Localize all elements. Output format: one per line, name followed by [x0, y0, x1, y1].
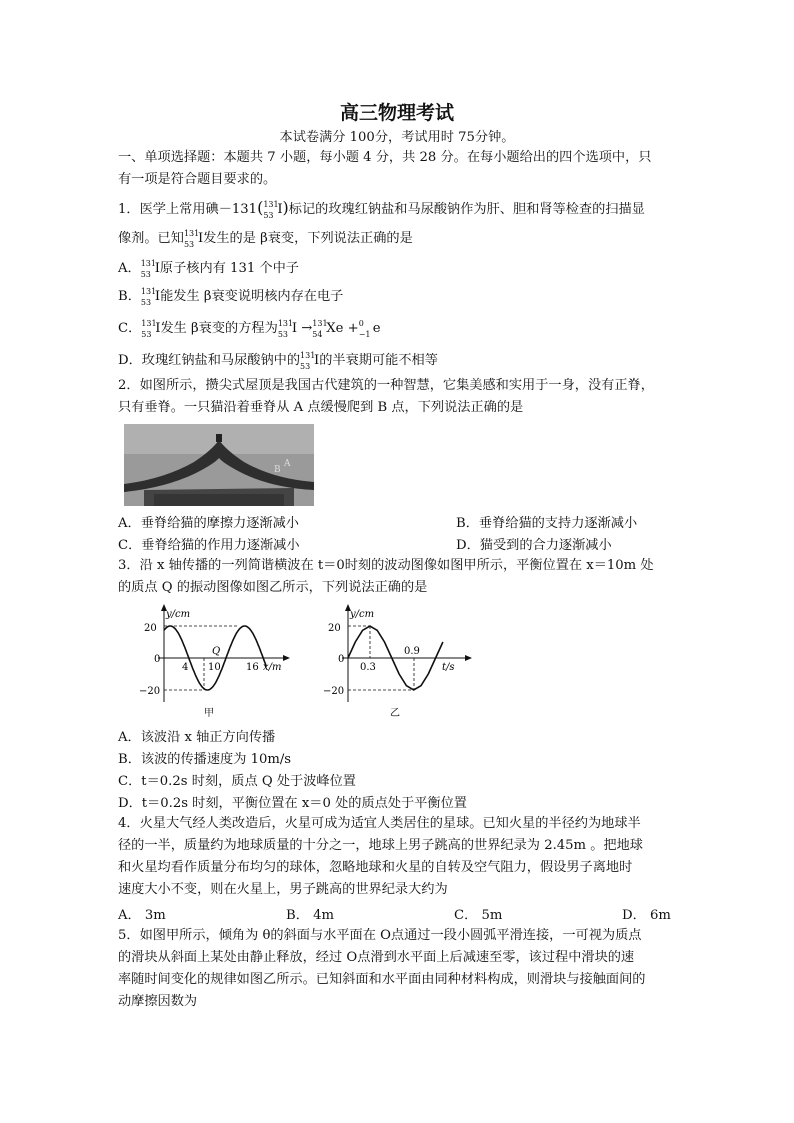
q3-line2: 的质点 Q 的振动图像如图乙所示，下列说法正确的是	[118, 580, 428, 595]
q4-line2: 径的一半，质量约为地球质量的十分之一，地球上男子跳高的世界纪录为 2.45m 。把地球	[118, 838, 643, 853]
equation-xe: Xe +	[326, 321, 359, 336]
photo-label-b: B	[274, 465, 281, 475]
q5-line3: 率随时间变化的规律如图乙所示。已知斜面和水平面由同种材料构成，则滑块与接触面间的	[118, 972, 646, 987]
q4-option-a[interactable]: A． 3m	[118, 908, 166, 923]
vibration-graph-yi	[320, 600, 480, 720]
q1-option-b[interactable]	[118, 286, 678, 307]
q2-option-d[interactable]: D．猫受到的合力逐渐减小	[456, 538, 612, 553]
jia-xlabel: x/m	[263, 662, 282, 673]
yi-xlabel: t/s	[442, 662, 455, 673]
q1-line2-pre: 像剂。已知	[118, 231, 184, 246]
q1-option-c[interactable]	[118, 318, 678, 339]
iodine-isotope: 131 53	[140, 287, 157, 307]
roof-photo	[124, 424, 314, 506]
iodine-isotope: 131 53	[183, 229, 200, 249]
q4-option-b[interactable]: B． 4m	[286, 908, 334, 923]
iodine-isotope: 131 53	[140, 259, 156, 279]
q4-option-c[interactable]: C． 5m	[454, 908, 503, 923]
iodine-isotope: 131 53	[141, 319, 157, 339]
yi-tick-0-9: 0.9	[404, 646, 420, 657]
q4-line4: 速度大小不变，则在火星上，男子跳高的世界纪录大约为	[118, 882, 448, 897]
iodine-isotope: 131 53	[263, 200, 279, 220]
iodine-isotope: 131 53	[277, 319, 294, 339]
electron-symbol: 0 −1	[358, 319, 371, 339]
q3-option-d[interactable]: D．t＝0.2s 时刻，平衡位置在 x＝0 处的质点处于平衡位置	[118, 796, 467, 811]
q5-line1: 5．如图甲所示，倾角为 θ的斜面与水平面在 O点通过一段小圆弧平滑连接，一可视为质点	[118, 928, 642, 943]
jia-point-q: Q	[212, 646, 221, 657]
wave-graph-jia	[136, 600, 296, 720]
iodine-isotope: 131 53	[300, 351, 316, 371]
jia-tick-10: 10	[208, 662, 221, 673]
q5-line4: 动摩擦因数为	[118, 994, 198, 1009]
jia-y-bottom: −20	[139, 686, 161, 697]
q3-line1: 3．沿 x 轴传播的一列简谐横波在 t＝0时刻的波动图像如图甲所示，平衡位置在 x＝10m 处	[118, 558, 654, 573]
q1-line1-post: 标记的玫瑰红钠盐和马尿酸钠作为肝、胆和肾等检查的扫描显	[288, 202, 645, 217]
q4-line3: 和火星均看作质量分布均匀的球体，忽略地球和火星的自转及空气阻力，假设男子离地时	[118, 860, 633, 875]
q4-line1: 4．火星大气经人类改造后，火星可成为适宜人类居住的星球。已知火星的半径约为地球半	[118, 816, 641, 831]
q2-option-c[interactable]: C．垂脊给猫的作用力逐渐减小	[118, 538, 300, 553]
option-text: I原子核内有 131 个中子	[154, 261, 299, 276]
paren-close: )	[282, 198, 289, 217]
q5-line2: 的滑块从斜面上某处由静止释放，经过 O点滑到水平面上后减速至零，该过程中滑块的速	[118, 950, 635, 965]
option-label: A．	[118, 261, 141, 276]
q2-line1: 2．如图所示，攒尖式屋顶是我国古代建筑的一种智慧，它集美感和实用于一身，没有正脊，	[118, 378, 654, 393]
photo-label-a: A	[284, 459, 291, 469]
option-label: C．	[118, 321, 142, 336]
page-title: 高三物理考试	[339, 102, 454, 124]
q1-line1: 1．医学上常用碘－131( 131 53 I)标记的玫瑰红钠盐和马尿酸钠作为肝、胆和肾等检查的扫描显	[118, 198, 645, 220]
yi-y-bottom: −20	[323, 686, 345, 697]
option-text: I发生 β衰变的方程为	[155, 321, 278, 336]
jia-y-zero: 0	[154, 654, 161, 665]
option-label: B．	[118, 289, 141, 304]
equation-arrow: I →	[291, 321, 313, 336]
q2-option-a[interactable]: A．垂脊给猫的摩擦力逐渐减小	[118, 516, 299, 531]
q1-line2-post: I发生的是 β衰变，下列说法正确的是	[197, 231, 413, 246]
option-text: I能发生 β衰变说明核内存在电子	[154, 289, 344, 304]
yi-y-top: 20	[328, 623, 341, 634]
jia-caption: 甲	[204, 708, 214, 719]
q1-option-a[interactable]	[118, 258, 678, 279]
yi-caption: 乙	[390, 708, 400, 719]
yi-ylabel: y/cm	[350, 609, 375, 620]
equation-e: e	[372, 321, 381, 336]
jia-tick-4: 4	[182, 662, 189, 673]
option-text: D．玫瑰红钠盐和马尿酸钠中的	[118, 353, 301, 368]
q3-option-a[interactable]: A．该波沿 x 轴正方向传播	[118, 730, 276, 745]
jia-ylabel: y/cm	[166, 609, 191, 620]
jia-y-top: 20	[144, 623, 157, 634]
section-heading-line1: 一、单项选择题：本题共 7 小题，每小题 4 分，共 28 分。在每小题给出的四个选项中，只	[118, 150, 652, 165]
yi-tick-0-3: 0.3	[360, 662, 376, 673]
yi-y-zero: 0	[338, 654, 345, 665]
paren-open: (	[257, 198, 264, 217]
q4-option-d[interactable]: D． 6m	[622, 908, 671, 923]
page-subtitle: 本试卷满分 100分，考试用时 75分钟。	[279, 130, 515, 145]
q3-option-b[interactable]: B．该波的传播速度为 10m/s	[118, 752, 292, 767]
q1-line2	[118, 228, 678, 249]
jia-tick-16: 16	[246, 662, 259, 673]
q2-option-b[interactable]: B．垂脊给猫的支持力逐渐减小	[456, 516, 638, 531]
q2-line2: 只有垂脊。一只猫沿着垂脊从 A 点缓慢爬到 B 点，下列说法正确的是	[118, 400, 524, 415]
roof-illustration	[124, 424, 314, 506]
q3-option-c[interactable]: C．t＝0.2s 时刻，质点 Q 处于波峰位置	[118, 774, 356, 789]
q1-line1-pre: 1．医学上常用碘－131	[118, 202, 258, 217]
q1-option-d[interactable]	[118, 350, 678, 371]
option-text: I的半衰期可能不相等	[314, 353, 438, 368]
xenon-isotope: 131 54	[312, 319, 328, 339]
section-heading-line2: 有一项是符合题目要求的。	[118, 172, 277, 187]
